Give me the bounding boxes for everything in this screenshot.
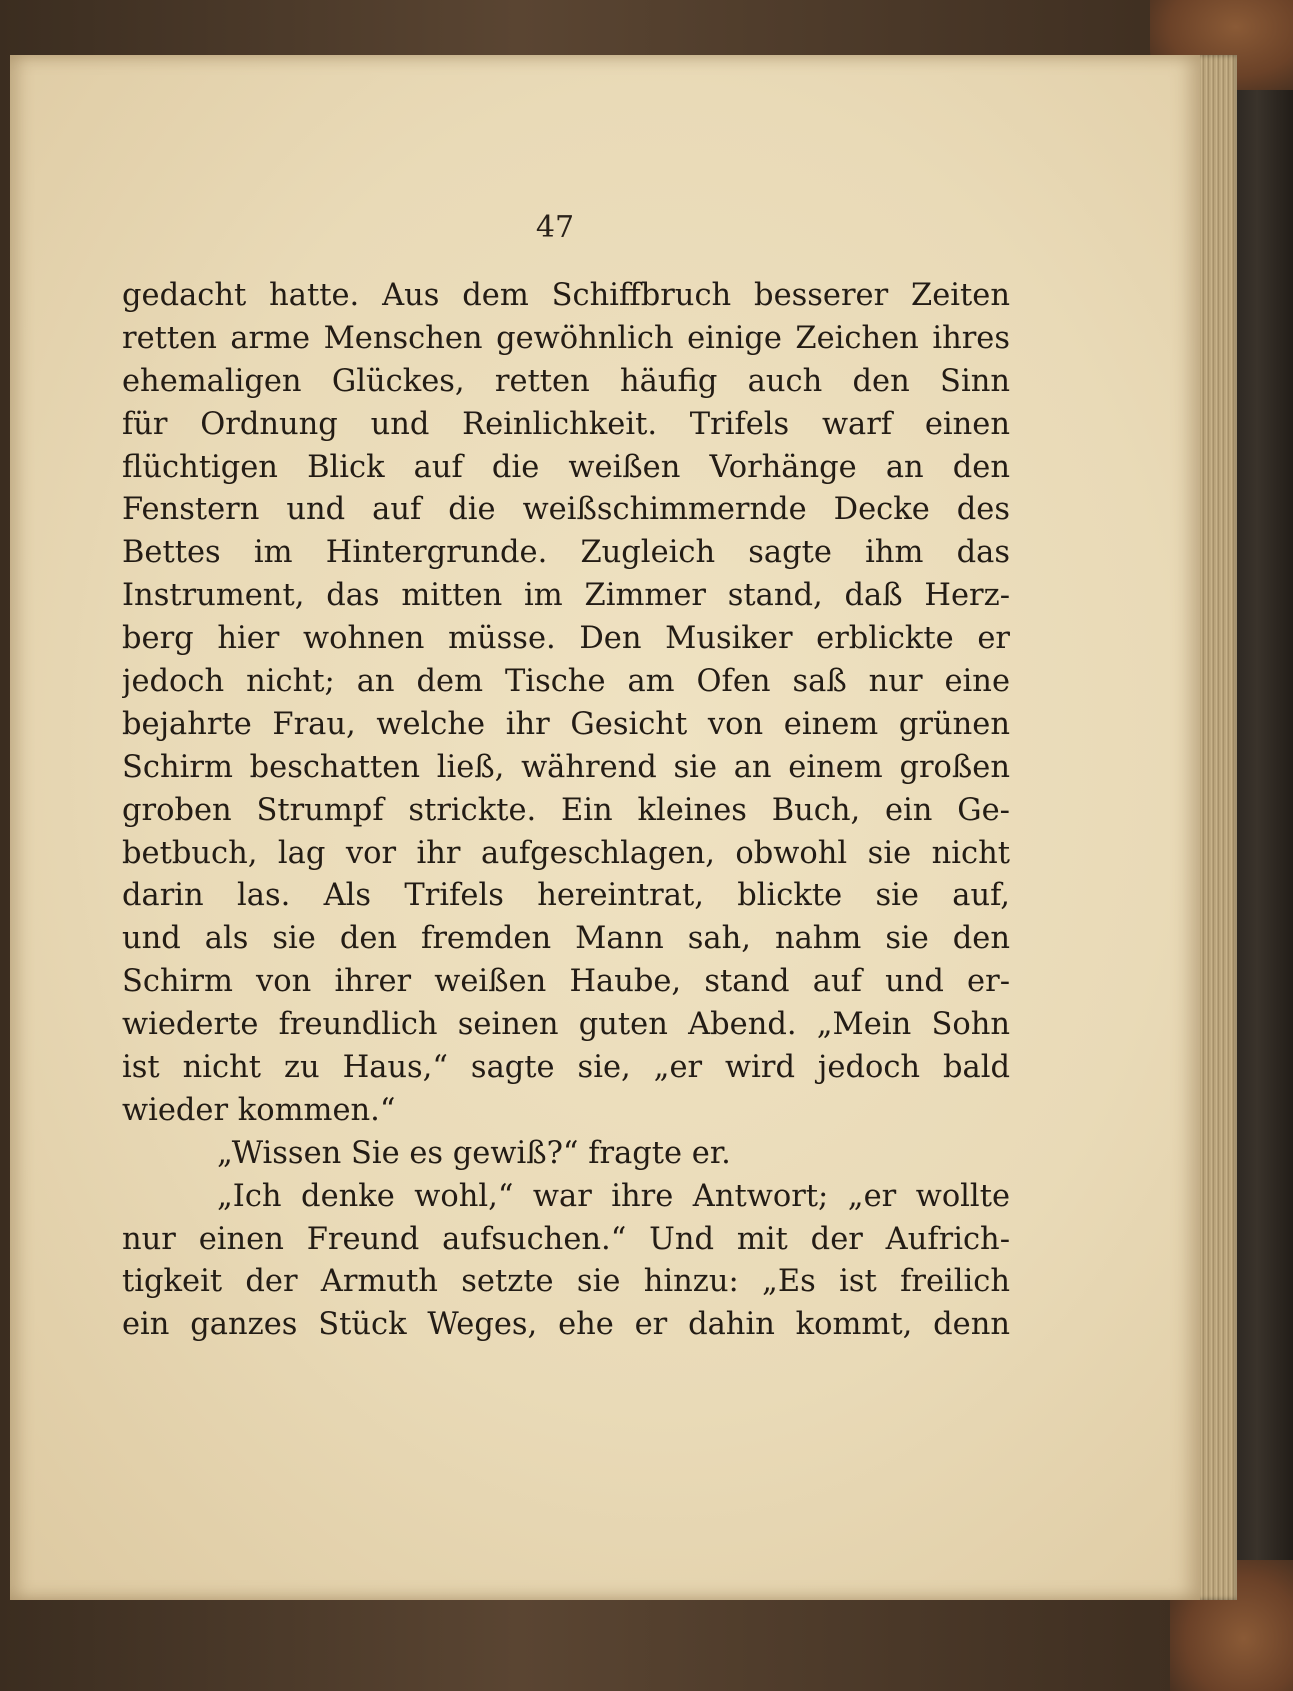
text-line: ehemaligen Glückes, retten häufig auch den Sinn xyxy=(122,363,1010,399)
text-line: tigkeit der Armuth setzte sie hinzu: „Es ist freilich xyxy=(122,1264,1010,1300)
text-line: betbuch, lag vor ihr aufgeschlagen, obwohl sie nicht xyxy=(122,835,1010,871)
text-line: darin las. Als Trifels hereintrat, blickte sie auf, xyxy=(122,878,1010,914)
text-line: ein ganzes Stück Weges, ehe er dahin kommt, denn xyxy=(122,1307,1010,1343)
text-line: Bettes im Hintergrunde. Zugleich sagte ihm das xyxy=(122,535,1010,571)
text-line: flüchtigen Blick auf die weißen Vorhänge an den xyxy=(122,449,1010,485)
page-edges xyxy=(1195,55,1237,1600)
text-line: „Wissen Sie es gewiß?“ fragte er. xyxy=(217,1135,731,1171)
text-line: ist nicht zu Haus,“ sagte sie, „er wird jedoch bald xyxy=(122,1050,1010,1086)
text-line: für Ordnung und Reinlichkeit. Trifels warf einen xyxy=(122,406,1010,442)
text-line: gedacht hatte. Aus dem Schiffbruch besserer Zeiten xyxy=(122,278,1010,313)
text-line: berg hier wohnen müsse. Den Musiker erblickte er xyxy=(122,621,1010,657)
text-line: „Ich denke wohl,“ war ihre Antwort; „er wollte xyxy=(217,1178,1010,1214)
text-line: Fenstern und auf die weißschimmernde Decke des xyxy=(122,492,1010,528)
text-line: wiederte freundlich seinen guten Abend. „Mein Sohn xyxy=(122,1007,1010,1043)
text-line: nur einen Freund aufsuchen.“ Und mit der Aufrich- xyxy=(122,1221,1010,1257)
body-text xyxy=(122,275,1010,1347)
text-line: retten arme Menschen gewöhnlich einige Zeichen ihres xyxy=(122,320,1010,356)
text-line: Schirm von ihrer weißen Haube, stand auf und er- xyxy=(122,964,1010,1000)
text-line: wieder kommen.“ xyxy=(122,1092,396,1128)
text-line: bejahrte Frau, welche ihr Gesicht von einem grünen xyxy=(122,706,1010,742)
page-number: 47 xyxy=(535,210,575,245)
text-line: groben Strumpf strickte. Ein kleines Buch, ein Ge- xyxy=(122,792,1010,828)
text-line: Schirm beschatten ließ, während sie an einem großen xyxy=(122,749,1010,785)
text-line: Instrument, das mitten im Zimmer stand, daß Herz- xyxy=(122,578,1010,614)
text-line: jedoch nicht; an dem Tische am Ofen saß nur eine xyxy=(122,664,1010,700)
book-cover-edge xyxy=(1228,0,1293,1691)
text-line: und als sie den fremden Mann sah, nahm sie den xyxy=(122,921,1010,957)
